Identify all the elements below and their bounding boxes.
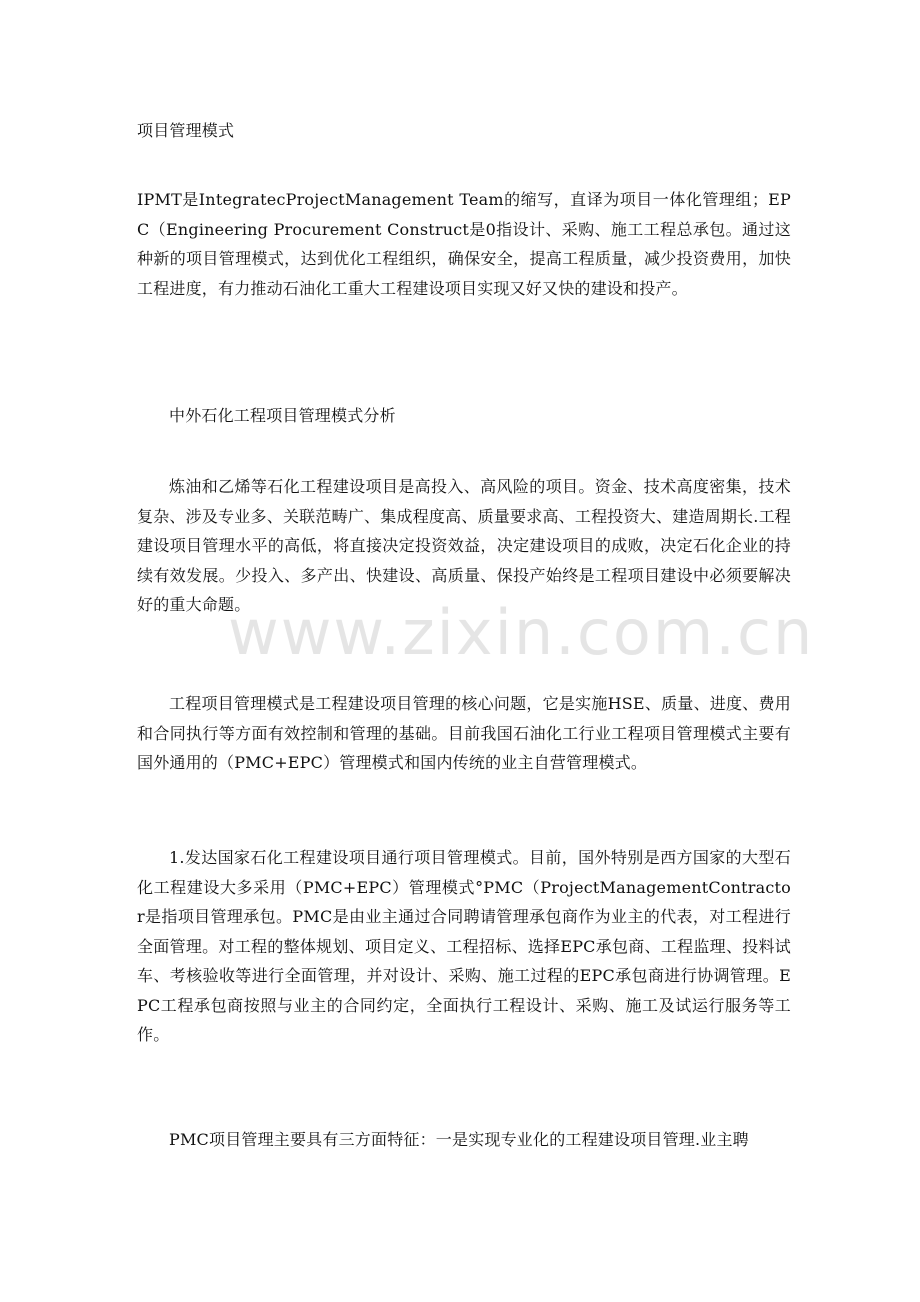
document-title: 项目管理模式 <box>137 121 235 140</box>
section-heading: 中外石化工程项目管理模式分析 <box>169 406 396 425</box>
paragraph-ipmt-epc: IPMT是IntegratecProjectManagement Team的缩写，直译为项目一体化管理组；EPC（Engineering Procurement Construct是0指设计、采购、施工工程总承包。通过这种新的项目管理模式，达到优化工程组织，确保安全，提高工程质量，减少投资费用，加快工程进度，有力推动石油化工重大工程建设项目实现又好又快的建设和投产。 <box>137 190 791 298</box>
watermark: www.zixin.com.cn <box>228 596 815 669</box>
paragraph-petrochemical-projects: 炼油和乙烯等石化工程建设项目是高投入、高风险的项目。资金、技术高度密集，技术复杂、涉及专业多、关联范畴广、集成程度高、质量要求高、工程投资大、建造周期长.工程建设项目管理水平的高低，将直接决定投资效益，决定建设项目的成败，决定石化企业的持续有效发展。少投入、多产出、快建设、高质量、保投产始终是工程项目建设中必须要解决好的重大命题。 <box>137 477 791 614</box>
paragraph-management-mode: 工程项目管理模式是工程建设项目管理的核心问题，它是实施HSE、质量、进度、费用和合同执行等方面有效控制和管理的基础。目前我国石油化工行业工程项目管理模式主要有国外通用的（PMC+EPC）管理模式和国内传统的业主自营管理模式。 <box>137 694 791 772</box>
paragraph-pmc-features: PMC项目管理主要具有三方面特征：一是实现专业化的工程建设项目管理.业主聘 <box>169 1130 749 1149</box>
paragraph-developed-countries: 1.发达国家石化工程建设项目通行项目管理模式。目前，国外特别是西方国家的大型石化工程建设大多采用（PMC+EPC）管理模式°PMC（ProjectManagementContractor是指项目管理承包。PMC是由业主通过合同聘请管理承包商作为业主的代表，对工程进行全面管理。对工程的整体规划、项目定义、工程招标、选择EPC承包商、工程监理、投料试车、考核验收等进行全面管理，并对设计、采购、施工过程的EPC承包商进行协调管理。EPC工程承包商按照与业主的合同约定，全面执行工程设计、采购、施工及试运行服务等工作。 <box>137 848 791 1044</box>
